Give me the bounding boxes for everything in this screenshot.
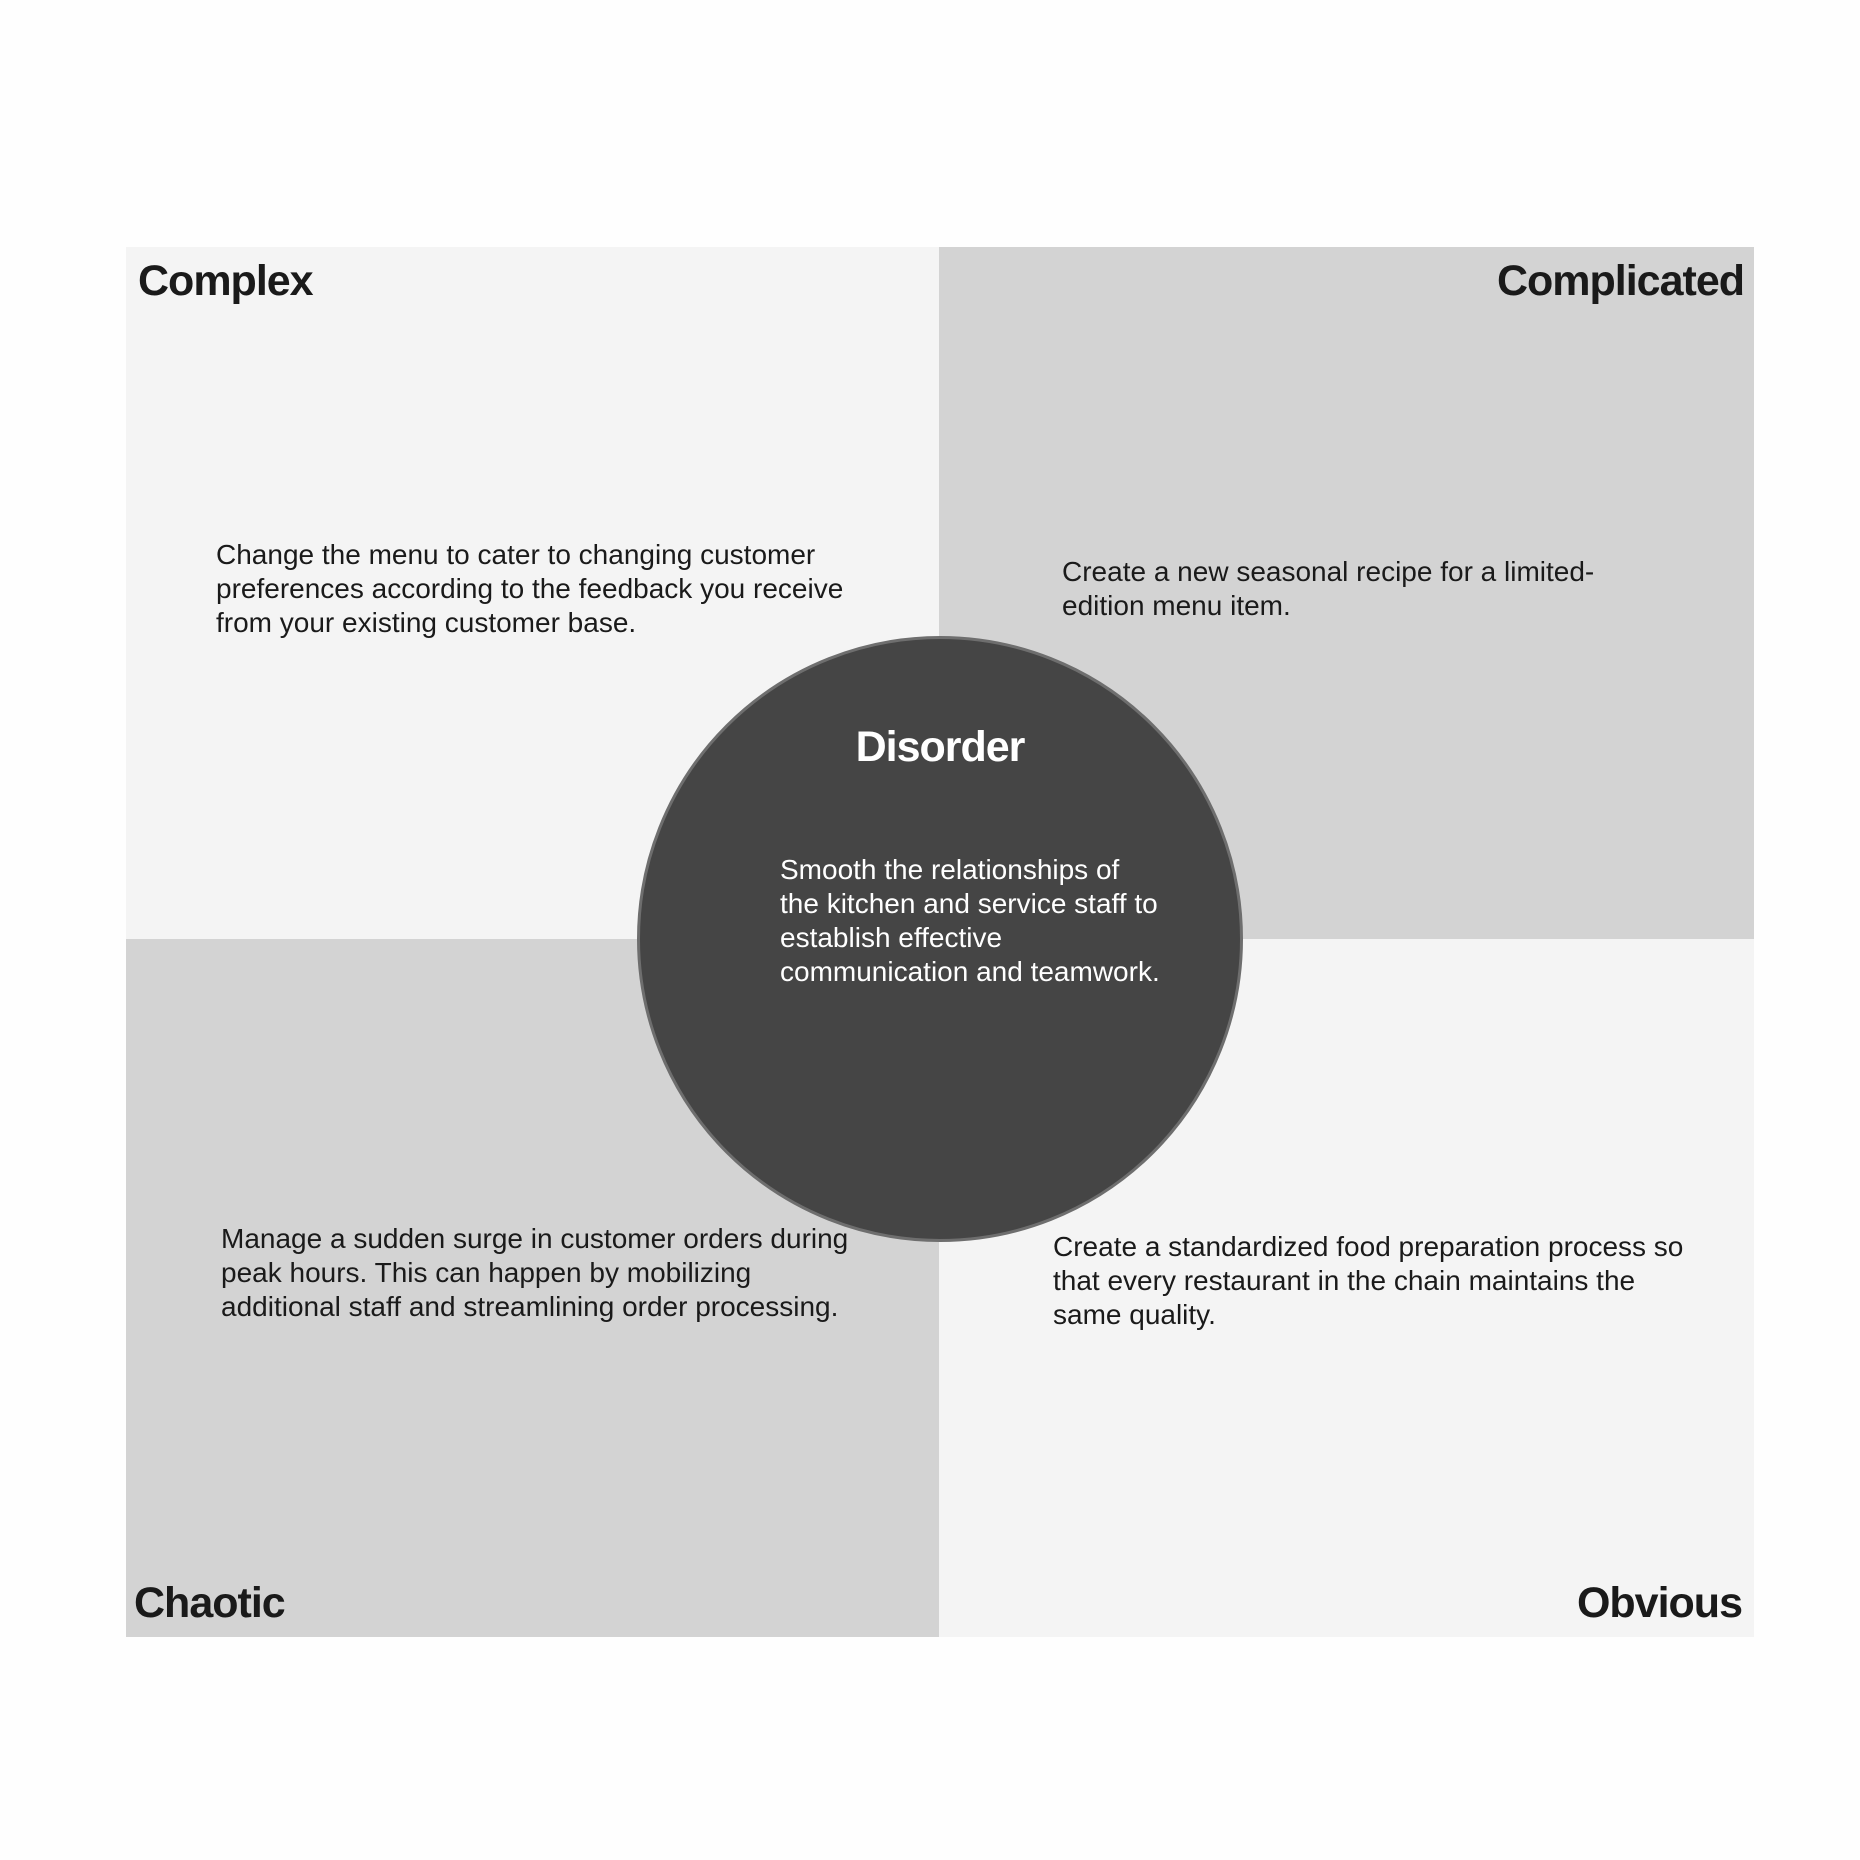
quadrant-complicated-text: Create a new seasonal recipe for a limited-edition menu item. bbox=[1062, 556, 1595, 621]
quadrant-obvious-title: Obvious bbox=[1576, 1579, 1742, 1627]
disorder-circle bbox=[637, 636, 1243, 1242]
quadrant-chaotic-title: Chaotic bbox=[134, 1579, 285, 1627]
quadrant-complex-text: Change the menu to cater to changing customer preferences according to the feedback you receive from your existing customer base. bbox=[216, 539, 844, 638]
quadrant-complicated-title: Complicated bbox=[1496, 257, 1744, 305]
quadrant-obvious-text: Create a standardized food preparation process so that every restaurant in the chain maintains the same quality. bbox=[1053, 1231, 1684, 1330]
disorder-title: Disorder bbox=[855, 723, 1025, 771]
disorder-text: Smooth the relationships of the kitchen and service staff to establish effective communication and teamwork. bbox=[780, 854, 1160, 987]
quadrant-chaotic-text: Manage a sudden surge in customer orders during peak hours. This can happen by mobilizing additional staff and streamlining order processing. bbox=[221, 1223, 849, 1322]
quadrant-complex-title: Complex bbox=[138, 257, 313, 305]
